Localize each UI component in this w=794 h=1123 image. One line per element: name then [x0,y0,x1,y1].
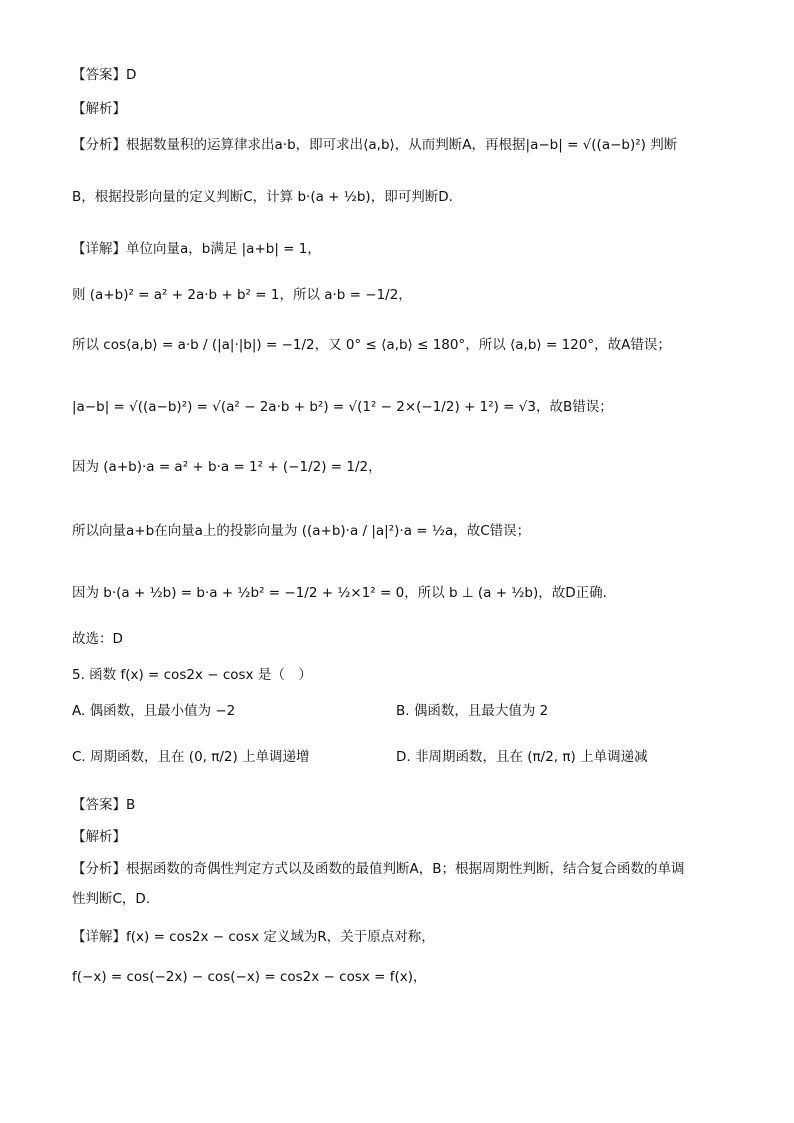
q4-answer-line [72,64,734,86]
q4-final: 故选：D [72,631,123,647]
option-a: A. 偶函数，且最小值为 −2 [72,703,236,719]
q5-analysis-label: 【解析】 [72,829,126,845]
q5-line2: f(−x) = cos(−2x) − cos(−x) = cos2x − cosx = f(x)， [72,969,427,985]
q4-analysis-label: 【解析】 [72,101,126,117]
answer-value: B [126,797,136,813]
q4-fenxi-line1: 【分析】根据数量积的运算律求出a·b，即可求出⟨a,b⟩，从而判断A，再根据|a−b| = √((a−b)²) 判断 [72,137,678,153]
xiangjie-label: 【详解】 [72,241,126,257]
answer-label: 【答案】 [72,67,126,83]
option-d: D. 非周期函数，且在 (π/2, π) 上单调递减 [396,749,648,765]
q5-fenxi-line2: 性判断C，D. [72,891,151,907]
answer-label: 【答案】 [72,797,126,813]
q4-fenxi-line2: B，根据投影向量的定义判断C，计算 b·(a + ½b)，即可判断D. [72,189,453,205]
q4-line5: 因为 (a+b)·a = a² + b·a = 1² + (−1/2) = 1/2， [72,459,382,475]
q4-line7: 因为 b·(a + ½b) = b·a + ½b² = −1/2 + ½×1² = 0，所以 b ⊥ (a + ½b)，故D正确. [72,585,607,601]
q4-line6: 所以向量a+b在向量a上的投影向量为 ((a+b)·a / |a|²)·a = ½a，故C错误； [72,523,531,539]
q5-options-row1 [72,700,734,722]
fenxi-label: 【分析】 [72,137,126,153]
q5-stem: 5. 函数 f(x) = cos2x − cosx 是（ ） [72,667,312,683]
q5-answer-line [72,794,734,816]
q4-line2: 则 (a+b)² = a² + 2a·b + b² = 1，所以 a·b = −1/2， [72,287,412,303]
option-c: C. 周期函数，且在 (0, π/2) 上单调递增 [72,749,310,765]
q5-xiangjie-line1: 【详解】f(x) = cos2x − cosx 定义域为R，关于原点对称， [72,929,435,945]
fenxi-label: 【分析】 [72,861,126,877]
q5-options-row2 [72,746,734,768]
q4-xiangjie-line1: 【详解】单位向量a，b满足 |a+b| = 1， [72,241,321,257]
answer-value: D [126,67,137,83]
q5-fenxi-line1: 【分析】根据函数的奇偶性判定方式以及函数的最值判断A，B；根据周期性判断，结合复合函数的单调 [72,861,685,877]
option-b: B. 偶函数，且最大值为 2 [396,703,549,719]
q4-line4: |a−b| = √((a−b)²) = √(a² − 2a·b + b²) = √(1² − 2×(−1/2) + 1²) = √3，故B错误； [72,399,613,415]
xiangjie-label: 【详解】 [72,929,126,945]
q4-line3: 所以 cos⟨a,b⟩ = a·b / (|a|·|b|) = −1/2，又 0° ≤ ⟨a,b⟩ ≤ 180°，所以 ⟨a,b⟩ = 120°，故A错误； [72,337,671,353]
